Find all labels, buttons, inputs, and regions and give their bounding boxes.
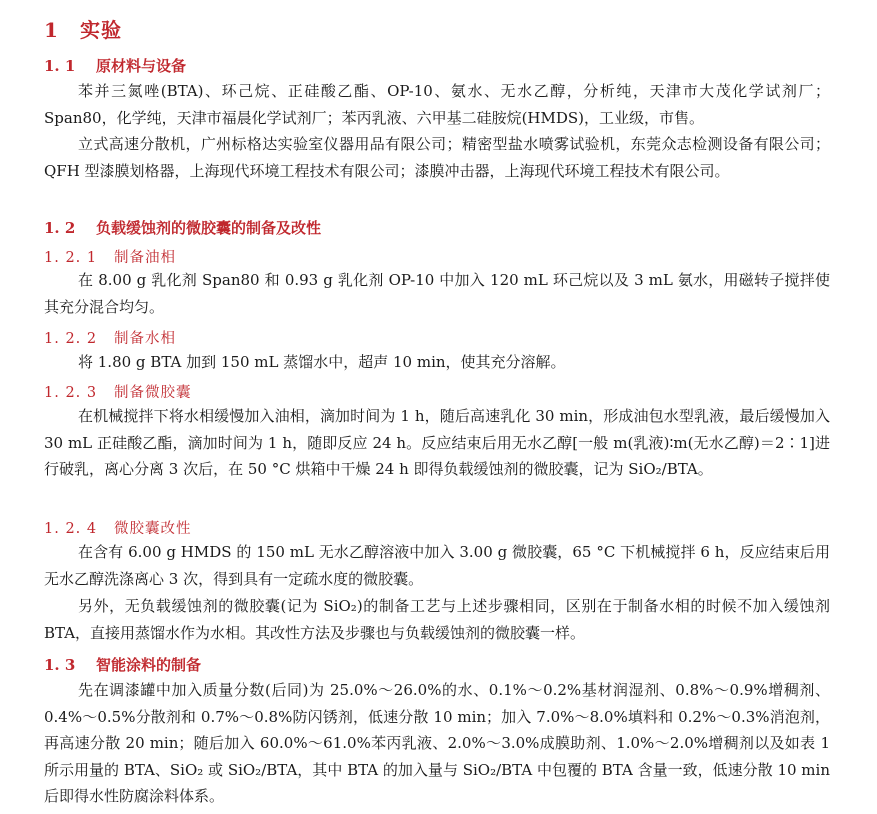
paragraph-microcapsule-prep: 在机械搅拌下将水相缓慢加入油相，滴加时间为 1 h，随后高速乳化 30 min，形成油包水型乳液，最后缓慢加入 30 mL 正硅酸乙酯，滴加时间为 1 h，随即反应 24 h。反应结束后用无水乙醇[一般 m(乳液)∶m(无水乙醇)＝2∶1]进行破乳，离心分离 3 次后，在 50 °C 烘箱中干燥 24 h 即得负载缓蚀剂的微胶囊，记为 SiO₂/BTA。 [44, 407, 830, 479]
subsection-number: 1. 3 [44, 656, 76, 674]
paragraph-materials: 苯并三氮唑(BTA)、环己烷、正硅酸乙酯、OP-10、氨水、无水乙醇，分析纯，天津市大茂化学试剂厂；Span80，化学纯，天津市福晨化学试剂厂；苯丙乳液、六甲基二硅胺烷(HMDS)，工业级，市售。 [44, 82, 830, 127]
subsubsection-number: 1. 2. 3 [44, 385, 98, 401]
section-title: 实验 [80, 18, 122, 42]
subsubsection-title: 微胶囊改性 [114, 521, 192, 537]
subsubsection-title: 制备油相 [114, 250, 176, 266]
subsection-number: 1. 2 [44, 219, 76, 237]
subsubsection-heading-1-2-4 [44, 517, 192, 538]
paragraph-oil-phase: 在 8.00 g 乳化剂 Span80 和 0.93 g 乳化剂 OP-10 中加入 120 mL 环己烷以及 3 mL 氨水，用磁转子搅拌使其充分混合均匀。 [44, 271, 830, 316]
subsection-title: 负载缓蚀剂的微胶囊的制备及改性 [96, 219, 322, 237]
paragraph-coating-prep: 先在调漆罐中加入质量分数(后同)为 25.0%～26.0%的水、0.1%～0.2%基材润湿剂、0.8%～0.9%增稠剂、0.4%～0.5%分散剂和 0.7%～0.8%防闪锈剂，低速分散 10 min；加入 7.0%～8.0%填料和 0.2%～0.3%消泡剂，再高速分散 20 min；随后加入 60.0%～61.0%苯丙乳液、2.0%～3.0%成膜助剂、1.0%～2.0%增稠剂以及如表 1 所示用量的 BTA、SiO₂ 或 SiO₂/BTA，其中 BTA 的加入量与 SiO₂/BTA 中包覆的 BTA 含量一致，低速分散 10 min 后即得水性防腐涂料体系。 [44, 681, 830, 806]
subsection-title: 智能涂料的制备 [96, 656, 202, 674]
subsubsection-number: 1. 2. 1 [44, 250, 98, 266]
paragraph-equipment: 立式高速分散机，广州标格达实验室仪器用品有限公司；精密型盐水喷雾试验机，东莞众志检测设备有限公司；QFH 型漆膜划格器，上海现代环境工程技术有限公司；漆膜冲击器，上海现代环境工程技术有限公司。 [44, 135, 830, 180]
subsection-title: 原材料与设备 [96, 57, 187, 75]
section-number: 1 [44, 18, 59, 42]
subsubsection-heading-1-2-2 [44, 327, 176, 348]
section-heading-1 [44, 14, 122, 43]
paragraph-blank-microcapsule: 另外，无负载缓蚀剂的微胶囊(记为 SiO₂)的制备工艺与上述步骤相同，区别在于制备水相的时候不加入缓蚀剂 BTA，直接用蒸馏水作为水相。其改性方法及步骤也与负载缓蚀剂的微胶囊一样。 [44, 597, 830, 642]
subsubsection-heading-1-2-3 [44, 381, 192, 402]
subsection-number: 1. 1 [44, 57, 76, 75]
subsubsection-title: 制备微胶囊 [114, 385, 192, 401]
paragraph-water-phase: 将 1.80 g BTA 加到 150 mL 蒸馏水中，超声 10 min，使其充分溶解。 [78, 353, 566, 371]
subsubsection-title: 制备水相 [114, 331, 176, 347]
subsubsection-number: 1. 2. 4 [44, 521, 98, 537]
subsubsection-number: 1. 2. 2 [44, 331, 98, 347]
subsection-heading-1-2 [44, 217, 321, 238]
subsection-heading-1-1 [44, 55, 186, 76]
paragraph-modification: 在含有 6.00 g HMDS 的 150 mL 无水乙醇溶液中加入 3.00 g 微胶囊，65 °C 下机械搅拌 6 h，反应结束后用无水乙醇洗涤离心 3 次，得到具有一定疏水度的微胶囊。 [44, 543, 830, 588]
subsubsection-heading-1-2-1 [44, 246, 176, 267]
subsection-heading-1-3 [44, 654, 201, 675]
